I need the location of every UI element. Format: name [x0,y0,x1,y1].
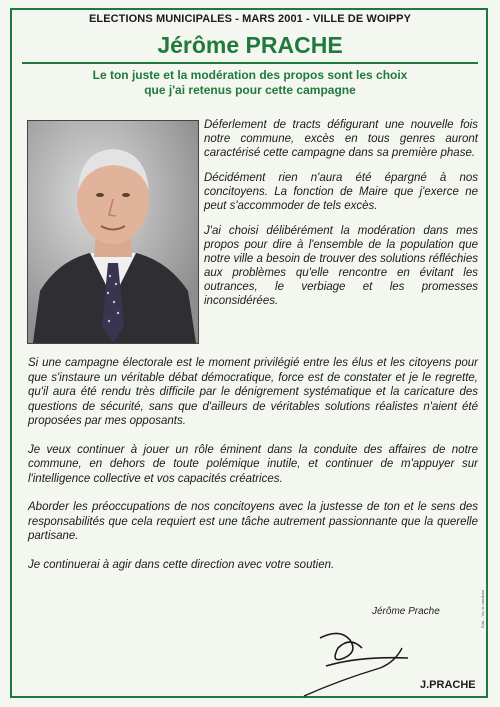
election-header: ELECTIONS MUNICIPALES - MARS 2001 - VILLE DE WOIPPY [88,13,412,25]
handwritten-name: Jérôme Prache [372,606,440,617]
tagline-line-1: Le ton juste et la modération des propos sont les choix [92,68,408,82]
main-text [28,356,478,586]
intro-column [204,118,478,319]
signature [300,618,420,703]
divider-top [22,62,478,64]
printed-name: J.PRACHE [420,679,476,691]
candidate-portrait [27,120,199,344]
body-paragraph-3: Aborder les préoccupations de nos concitoyens avec la justesse de ton et le sens des responsabilités que cela requiert est une tâche autrement passionnante que la querelle partisane. [28,501,478,542]
intro-paragraph-1: Déferlement de tracts défigurant une nouvelle fois notre commune, excès en tous genres auront caractérisé cette campagne dans sa première phase. [204,119,478,159]
intro-paragraph-2: Décidément rien n'aura été épargné à nos concitoyens. La fonction de Maire que j'exerce ne peut s'accommoder de tels excès. [204,172,478,212]
body-paragraph-4: Je continuerai à agir dans cette direction avec votre soutien. [28,558,335,571]
signature-scribble-icon [300,618,420,698]
candidate-name: Jérôme PRACHE [157,32,343,58]
legal-imprint: Edit. - Vu, le candidat [480,590,485,628]
body-paragraph-2: Je veux continuer à jouer un rôle éminent dans la conduite des affaires de notre commune, en dehors de toute polémique inutile, et continuer de m'appuyer sur l'intelligence collective et vos capacités créatrices. [28,443,478,485]
body-paragraph-1: Si une campagne électorale est le moment privilégié entre les élus et les citoyens pour que s'instaure un véritable débat démocratique, force est de constater et je le regrette, qu'il aura été rendu très difficile par le dénigrement systématique et la caricature des questions de sécurité, sans que d'ailleurs de véritables solutions réalistes n'aient été proposées par mes opposants. [28,357,478,427]
intro-paragraph-3: J'ai choisi délibérément la modération dans mes propos pour dire à l'ensemble de la population que notre ville a besoin de trouver des solutions réfléchies aux problèmes qu'elle rencontre en évitant les outrances, le verbiage et les promesses inconsidérées. [204,225,478,307]
tagline-line-2: que j'ai retenus pour cette campagne [144,83,356,97]
portrait-photo-icon [28,121,198,343]
tagline [40,68,460,98]
page-border [10,8,488,698]
